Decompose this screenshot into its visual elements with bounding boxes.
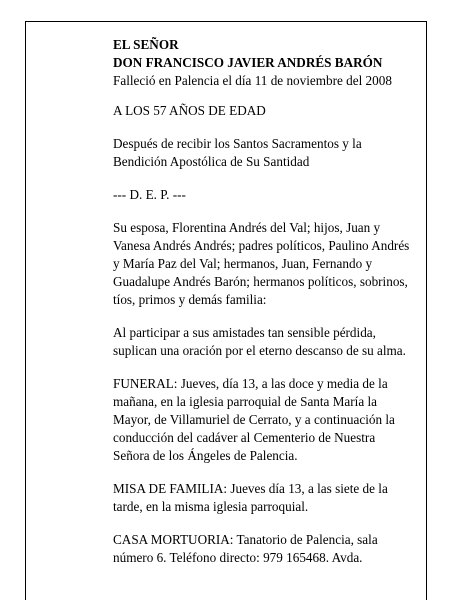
notice-title: EL SEÑOR [113,37,179,52]
sacraments-paragraph: Después de recibir los Santos Sacramentos y la Bendición Apostólica de Su Santidad [113,136,362,169]
obituary-notice [113,36,413,582]
rip-line: --- D. E. P. --- [113,187,186,202]
age-line: A LOS 57 AÑOS DE EDAD [113,103,266,118]
header-block [113,36,413,90]
funeral-paragraph: FUNERAL: Jueves, día 13, a las doce y media de la mañana, en la iglesia parroquial de Santa María la Mayor, de Villamuriel de Cerrato, y a continuación la conducción del cadáver al Cementerio de Nuestra Señora de los Ángeles de Palencia. [113,376,395,463]
death-info: Falleció en Palencia el día 11 de noviembre del 2008 [113,73,392,88]
family-paragraph: Su esposa, Florentina Andrés del Val; hijos, Juan y Vanesa Andrés Andrés; padres políticos, Paulino Andrés y María Paz del Val; hermanos, Juan, Fernando y Guadalupe Andrés Barón; hermanos políticos, sobrinos, tíos, primos y demás familia: [113,220,410,307]
family-mass-paragraph: MISA DE FAMILIA: Jueves día 13, a las siete de la tarde, en la misma iglesia parroquial. [113,481,388,514]
deceased-name: DON FRANCISCO JAVIER ANDRÉS BARÓN [113,55,383,70]
mortuary-paragraph: CASA MORTUORIA: Tanatorio de Palencia, sala número 6. Teléfono directo: 979 165468. Avda. [113,532,378,565]
request-paragraph: Al participar a sus amistades tan sensible pérdida, suplican una oración por el eterno descanso de su alma. [113,325,406,358]
